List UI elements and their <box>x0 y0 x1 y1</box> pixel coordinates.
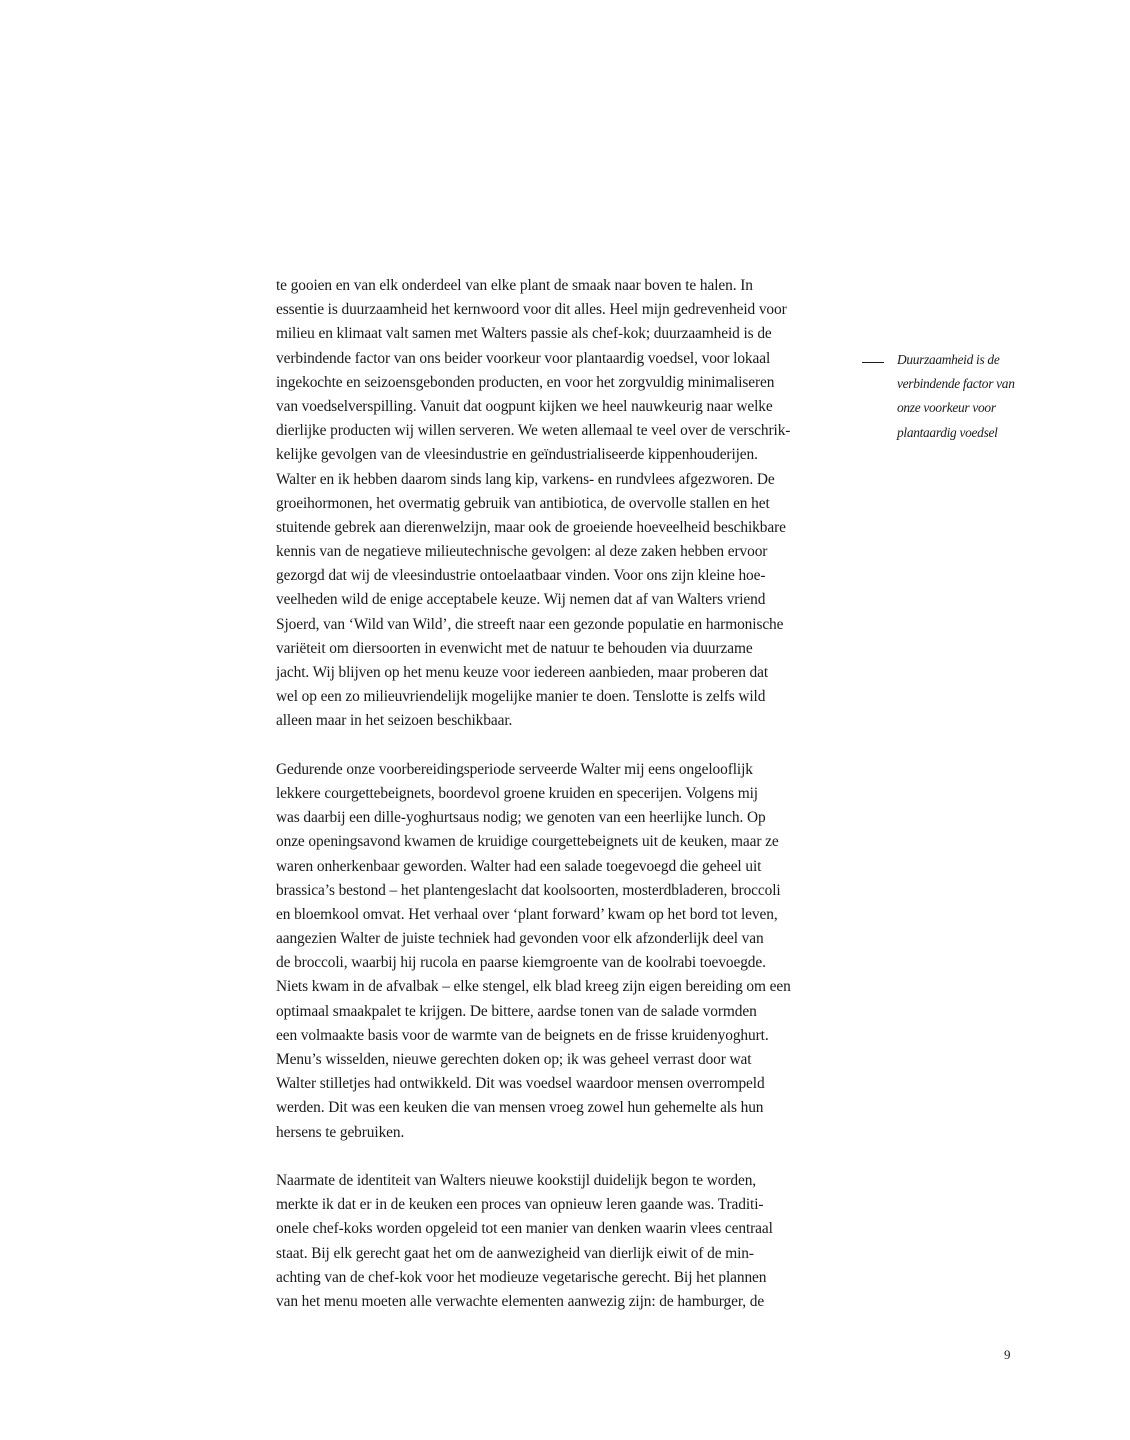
paragraph-2 <box>276 758 856 1145</box>
text-line: merkte ik dat er in de keuken een proces van opnieuw leren gaande was. Traditi- <box>276 1196 764 1214</box>
text-line: was daarbij een dille-yoghurtsaus nodig; we genoten van een heerlijke lunch. Op <box>276 809 766 827</box>
pull-quote-rule <box>862 362 884 363</box>
pull-quote-text <box>897 348 1097 445</box>
text-line: hersens te gebruiken. <box>276 1123 405 1141</box>
paragraph-3 <box>276 1169 856 1314</box>
text-line: van voedselverspilling. Vanuit dat oogpunt kijken we heel nauwkeurig naar welke <box>276 397 773 415</box>
pull-quote-line: verbindende factor van <box>897 376 1015 392</box>
text-line: alleen maar in het seizoen beschikbaar. <box>276 712 513 730</box>
text-line: Walter en ik hebben daarom sinds lang kip, varkens- en rundvlees afgezworen. De <box>276 470 775 488</box>
text-line: werden. Dit was een keuken die van mensen vroeg zowel hun gehemelte als hun <box>276 1099 764 1117</box>
text-line: Sjoerd, van ‘Wild van Wild’, die streeft naar een gezonde populatie en harmonische <box>276 615 784 633</box>
text-line: onele chef-koks worden opgeleid tot een manier van denken waarin vlees centraal <box>276 1220 773 1238</box>
text-line: Walter stilletjes had ontwikkeld. Dit was voedsel waardoor mensen overrompeld <box>276 1075 765 1093</box>
text-line: en bloemkool omvat. Het verhaal over ‘plant forward’ kwam op het bord tot leven, <box>276 905 778 923</box>
text-line: kelijke gevolgen van de vleesindustrie en geïndustrialiseerde kippenhouderijen. <box>276 446 758 464</box>
text-line: verbindende factor van ons beider voorkeur voor plantaardig voedsel, voor lokaal <box>276 349 771 367</box>
text-line: wel op een zo milieuvriendelijk mogelijke manier te doen. Tenslotte is zelfs wild <box>276 688 766 706</box>
text-line: lekkere courgettebeignets, boordevol groene kruiden en specerijen. Volgens mij <box>276 784 758 802</box>
text-line: Gedurende onze voorbereidingsperiode serveerde Walter mij eens ongelooflijk <box>276 760 753 778</box>
text-line: aangezien Walter de juiste techniek had gevonden voor elk afzonderlijk deel van <box>276 930 764 948</box>
pull-quote-line: Duurzaamheid is de <box>897 352 1000 367</box>
text-line: veelheden wild de enige acceptabele keuze. Wij nemen dat af van Walters vriend <box>276 591 766 609</box>
text-line: de broccoli, waarbij hij rucola en paarse kiemgroente van de koolrabi toevoegde. <box>276 954 766 972</box>
text-line: stuitende gebrek aan dierenwelzijn, maar ook de groeiende hoeveelheid beschikbare <box>276 518 786 536</box>
text-line: Niets kwam in de afvalbak – elke stengel, elk blad kreeg zijn eigen bereiding om een <box>276 978 791 996</box>
text-line: achting van de chef-kok voor het modieuze vegetarische gerecht. Bij het plannen <box>276 1268 767 1286</box>
text-line: dierlijke producten wij willen serveren. We weten allemaal te veel over de verschrik- <box>276 422 791 440</box>
text-line: milieu en klimaat valt samen met Walters passie als chef-kok; duurzaamheid is de <box>276 325 772 343</box>
text-line: Menu’s wisselden, nieuwe gerechten doken op; ik was geheel verrast door wat <box>276 1051 752 1068</box>
text-line: onze openingsavond kwamen de kruidige courgettebeignets uit de keuken, maar ze <box>276 833 779 851</box>
text-line: groeihormonen, het overmatig gebruik van antibiotica, de overvolle stallen en het <box>276 494 770 512</box>
pull-quote-line: plantaardig voedsel <box>897 424 998 440</box>
text-line: optimaal smaakpalet te krijgen. De bittere, aardse tonen van de salade vormden <box>276 1002 757 1020</box>
text-line: staat. Bij elk gerecht gaat het om de aanwezigheid van dierlijk eiwit of de min- <box>276 1244 754 1262</box>
paragraph-spacer <box>276 734 856 758</box>
text-line: te gooien en van elk onderdeel van elke plant de smaak naar boven te halen. In <box>276 277 753 294</box>
text-line: een volmaakte basis voor de warmte van de beignets en de frisse kruidenyoghurt. <box>276 1026 769 1044</box>
text-line: variëteit om diersoorten in evenwicht met de natuur te behouden via duurzame <box>276 639 753 657</box>
paragraph-spacer <box>276 1145 856 1169</box>
body-text <box>276 274 856 1314</box>
paragraph-1 <box>276 274 856 734</box>
text-line: ingekochte en seizoensgebonden producten, en voor het zorgvuldig minimaliseren <box>276 373 775 391</box>
text-line: kennis van de negatieve milieutechnische gevolgen: al deze zaken hebben ervoor <box>276 543 768 561</box>
text-line: jacht. Wij blijven op het menu keuze voor iedereen aanbieden, maar proberen dat <box>276 664 769 681</box>
text-line: Naarmate de identiteit van Walters nieuwe kookstijl duidelijk begon te worden, <box>276 1171 757 1189</box>
text-line: gezorgd dat wij de vleesindustrie ontoelaatbaar vinden. Voor ons zijn kleine hoe- <box>276 567 766 585</box>
text-line: brassica’s bestond – het plantengeslacht dat koolsoorten, mosterdbladeren, broccoli <box>276 881 781 899</box>
pull-quote-line: onze voorkeur voor <box>897 400 996 416</box>
text-line: essentie is duurzaamheid het kernwoord voor dit alles. Heel mijn gedrevenheid voor <box>276 301 787 319</box>
text-line: waren onherkenbaar geworden. Walter had een salade toegevoegd die geheel uit <box>276 857 762 875</box>
text-line: van het menu moeten alle verwachte elementen aanwezig zijn: de hamburger, de <box>276 1292 765 1310</box>
page-number: 9 <box>1004 1347 1011 1362</box>
